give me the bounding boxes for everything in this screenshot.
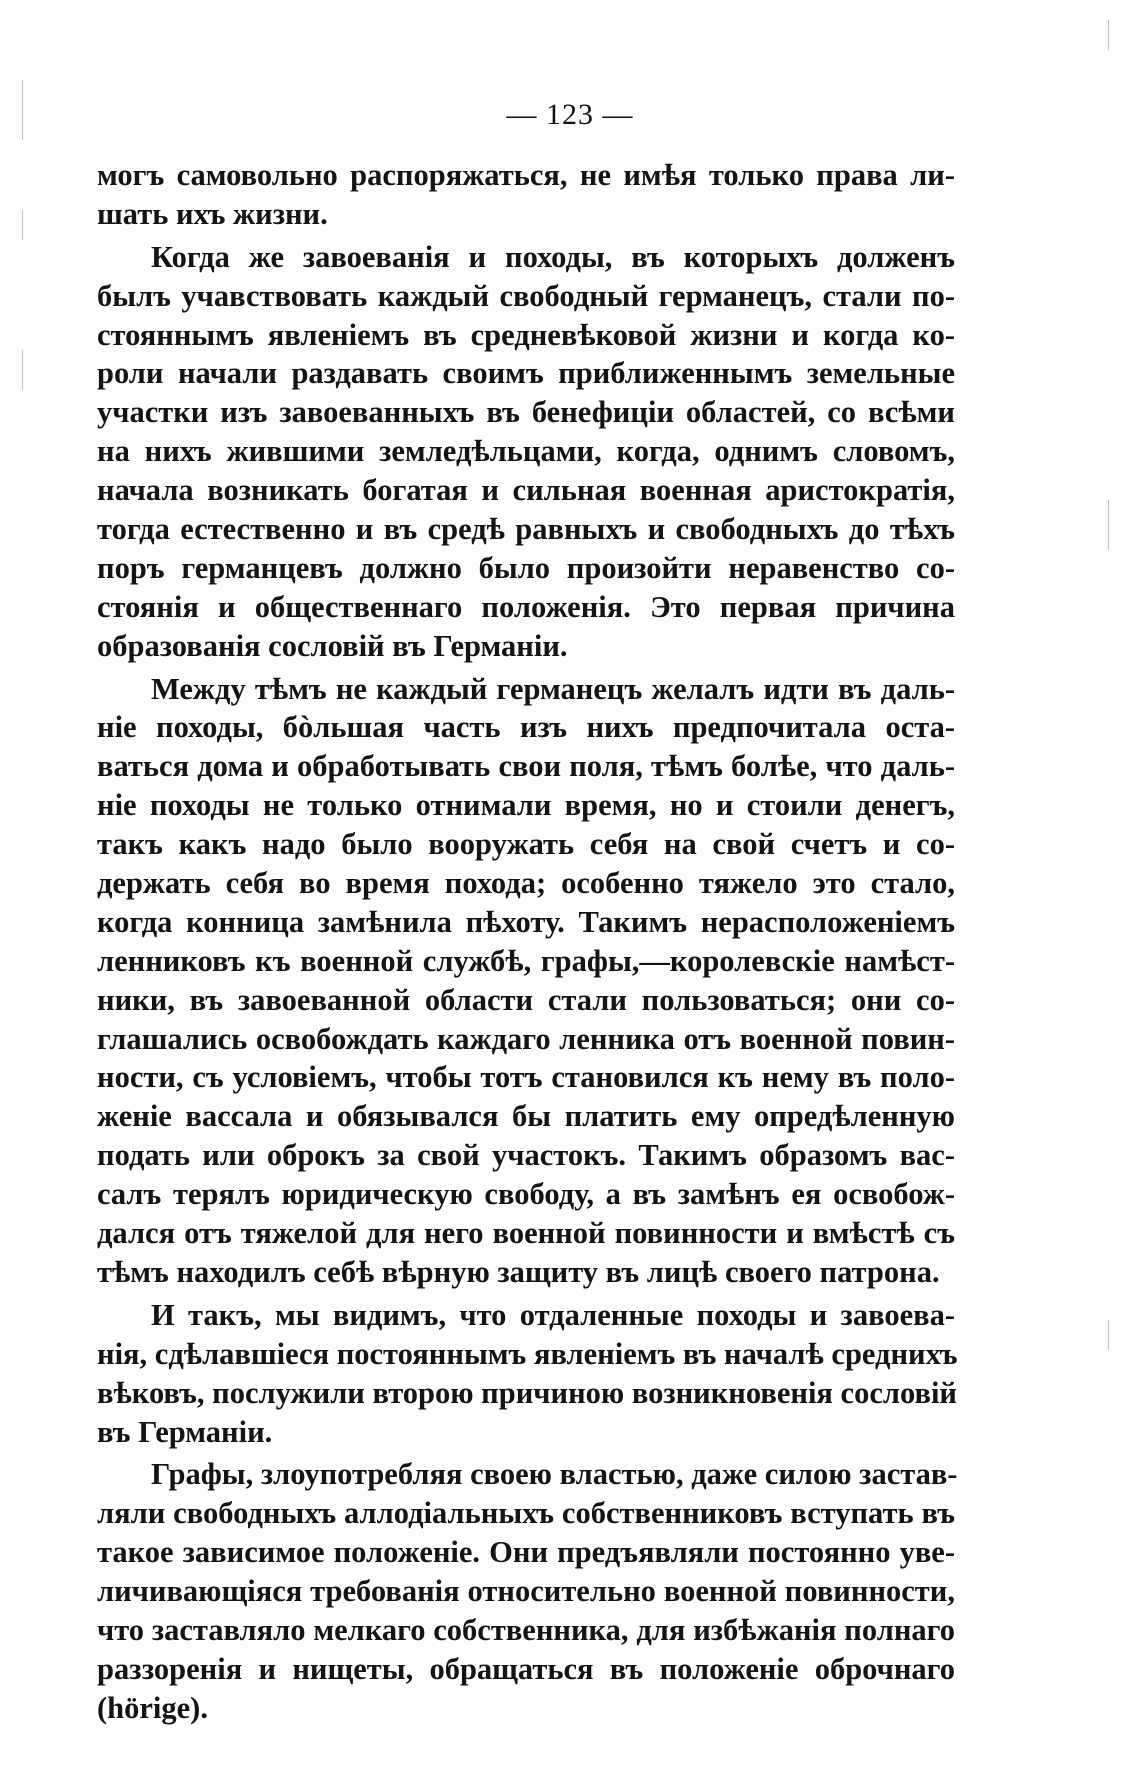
text-line: ленниковъ къ военной службѣ, графы,—королевскіе намѣст- [97, 943, 955, 978]
text-line: подать или оброкъ за свой участокъ. Такимъ образомъ вас- [97, 1138, 955, 1173]
scan-artifact-line [1108, 500, 1109, 550]
text-line: дался отъ тяжелой для него военной повинности и вмѣстѣ съ [97, 1216, 955, 1251]
text-line: ники, въ завоеванной области стали пользоваться; они со- [97, 982, 955, 1017]
text-line: тѣмъ находилъ себѣ вѣрную защиту въ лицѣ своего патрона. [97, 1254, 940, 1289]
text-line: когда конница замѣнила пѣхоту. Такимъ нерасположеніемъ [97, 904, 955, 939]
text-line: тогда естественно и въ средѣ равныхъ и свободныхъ до тѣхъ [97, 512, 955, 547]
text-line: стояннымъ явленіемъ въ средневѣковой жизни и когда ко- [97, 317, 955, 352]
text-line: ніе походы, бòльшая часть изъ нихъ предпочитала оста- [97, 710, 955, 745]
text-line: такъ какъ надо было вооружать себя на свой счетъ и со- [97, 827, 955, 862]
text-line: участки изъ завоеванныхъ въ бенефиціи областей, со всѣми [97, 395, 955, 430]
text-line: Графы, злоупотребляя своею властью, даже силою застав- [151, 1457, 958, 1492]
text-line: поръ германцевъ должно было произойти неравенство со- [97, 550, 955, 585]
scan-artifact-line [22, 210, 23, 240]
text-line: личивающіяся требованія относительно военной повинности, [97, 1574, 955, 1609]
text-line: (hörige). [97, 1690, 208, 1725]
text-line: роли начали раздавать своимъ приближеннымъ земельные [97, 356, 955, 391]
text-line: И такъ, мы видимъ, что отдаленные походы и завоева- [151, 1297, 955, 1332]
text-line: что заставляло мелкаго собственника, для избѣжанія полнаго [97, 1612, 955, 1647]
scan-artifact-line [22, 350, 23, 390]
text-line: вѣковъ, послужили второю причиною возникновенія сословій [97, 1375, 958, 1410]
text-line: на нихъ жившими земледѣльцами, когда, однимъ словомъ, [97, 434, 955, 469]
text-line: нія, сдѣлавшіеся постояннымъ явленіемъ въ началѣ среднихъ [97, 1336, 958, 1371]
body-text [97, 156, 958, 1728]
page-number: — 123 — [506, 98, 634, 131]
text-line: въ Германіи. [97, 1414, 273, 1449]
paragraph [97, 1296, 958, 1452]
text-line: такое зависимое положеніе. Они предъявляли постоянно уве- [97, 1535, 955, 1570]
text-line: Когда же завоеванія и походы, въ которыхъ долженъ [151, 239, 955, 274]
text-line: образованія сословій въ Германіи. [97, 628, 568, 663]
text-line: стоянія и общественнаго положенія. Это первая причина [97, 589, 955, 624]
text-line: ляли свободныхъ аллодіальныхъ собственниковъ вступать въ [97, 1496, 955, 1531]
text-line: женіе вассала и обязывался бы платить ему опредѣленную [97, 1099, 955, 1134]
text-line: ніе походы не только отнимали время, но и стоили денегъ, [97, 788, 955, 823]
paragraph [97, 1455, 958, 1727]
text-line: салъ терялъ юридическую свободу, а въ замѣнъ ея освобож- [97, 1177, 955, 1212]
scan-artifact-line [1108, 1320, 1109, 1350]
paragraph [97, 670, 955, 1292]
text-line: шать ихъ жизни. [97, 196, 328, 231]
text-line: раззоренія и нищеты, обращаться въ положеніе оброчнаго [97, 1651, 955, 1686]
scan-artifact-line [1108, 20, 1109, 50]
text-line: могъ самовольно распоряжаться, не имѣя только права ли- [97, 158, 955, 192]
text-line: Между тѣмъ не каждый германецъ желалъ идти въ даль- [151, 671, 955, 706]
paragraph [97, 238, 955, 666]
text-line: держать себя во время похода; особенно тяжело это стало, [97, 866, 955, 901]
paragraph [97, 156, 955, 234]
text-line: былъ учавствовать каждый свободный германецъ, стали по- [97, 278, 955, 313]
text-line: глашались освобождать каждаго ленника отъ военной повин- [97, 1021, 955, 1056]
text-line: ности, съ условіемъ, чтобы тотъ становился къ нему въ поло- [97, 1060, 955, 1095]
text-line: начала возникать богатая и сильная военная аристократія, [97, 473, 955, 508]
text-line: ваться дома и обработывать свои поля, тѣмъ болѣе, что даль- [97, 749, 955, 784]
